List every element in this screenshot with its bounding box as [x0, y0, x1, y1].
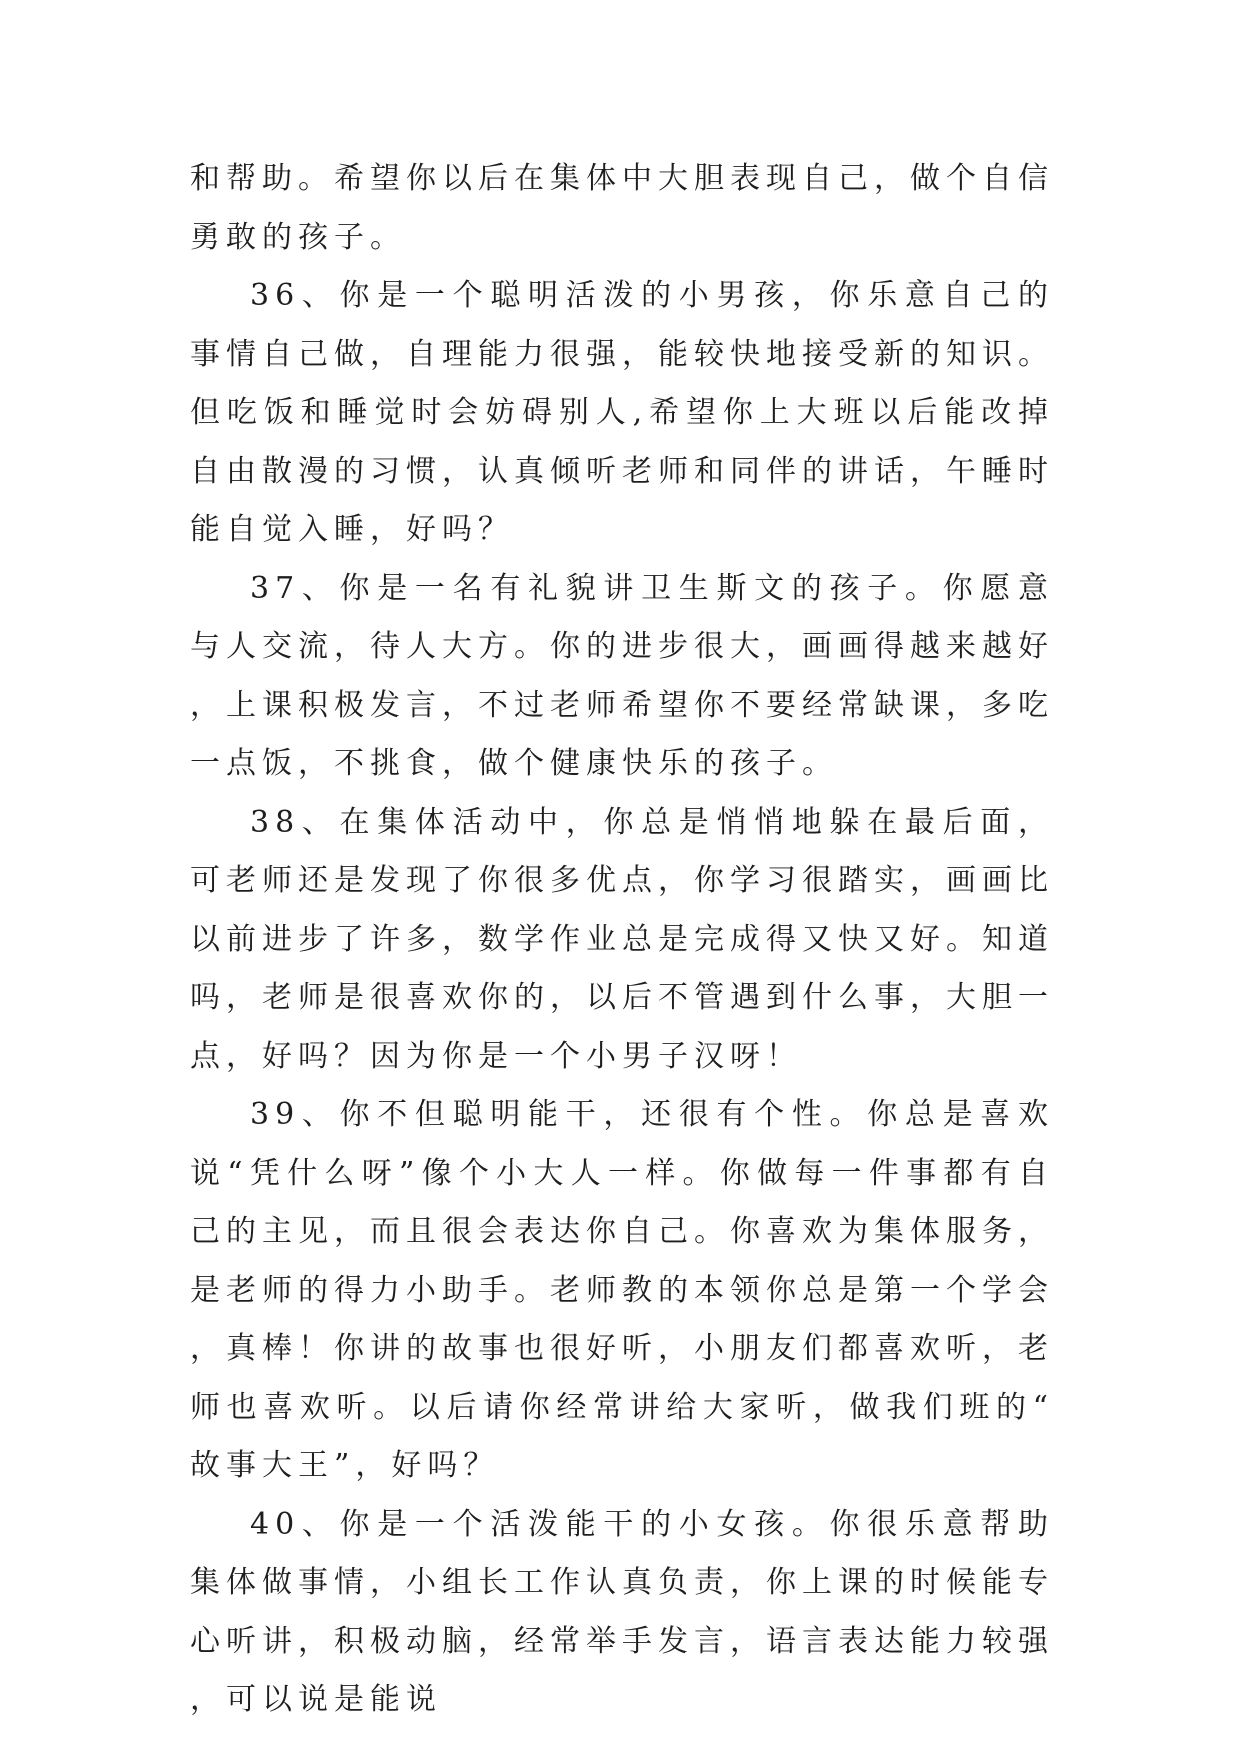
paragraph-40: 40、你是一个活泼能干的小女孩。你很乐意帮助集体做事情，小组长工作认真负责，你上课的时候能专心听讲，积极动脑，经常举手发言，语言表达能力较强，可以说是能说 — [190, 1506, 1054, 1717]
paragraph-37: 37、你是一名有礼貌讲卫生斯文的孩子。你愿意与人交流，待人大方。你的进步很大，画画得越来越好，上课积极发言，不过老师希望你不要经常缺课，多吃一点饭，不挑食，做个健康快乐的孩子。 — [190, 570, 1054, 781]
document-page — [190, 150, 1054, 1730]
paragraph-38: 38、在集体活动中，你总是悄悄地躲在最后面，可老师还是发现了你很多优点，你学习很踏实，画画比以前进步了许多，数学作业总是完成得又快又好。知道吗，老师是很喜欢你的，以后不管遇到什么事，大胆一点，好吗？因为你是一个小男子汉呀！ — [190, 804, 1054, 1074]
paragraph-39: 39、你不但聪明能干，还很有个性。你总是喜欢说“凭什么呀”像个小大人一样。你做每一件事都有自己的主见，而且很会表达你自己。你喜欢为集体服务，是老师的得力小助手。老师教的本领你总是第一个学会，真棒！你讲的故事也很好听，小朋友们都喜欢听，老师也喜欢听。以后请你经常讲给大家听，做我们班的“故事大王”，好吗？ — [190, 1097, 1054, 1483]
paragraph-36: 36、你是一个聪明活泼的小男孩，你乐意自己的事情自己做，自理能力很强，能较快地接受新的知识。但吃饭和睡觉时会妨碍别人,希望你上大班以后能改掉自由散漫的习惯，认真倾听老师和同伴的讲话，午睡时能自觉入睡，好吗？ — [190, 278, 1054, 547]
paragraph-continuation: 和帮助。希望你以后在集体中大胆表现自己，做个自信勇敢的孩子。 — [190, 161, 1054, 255]
